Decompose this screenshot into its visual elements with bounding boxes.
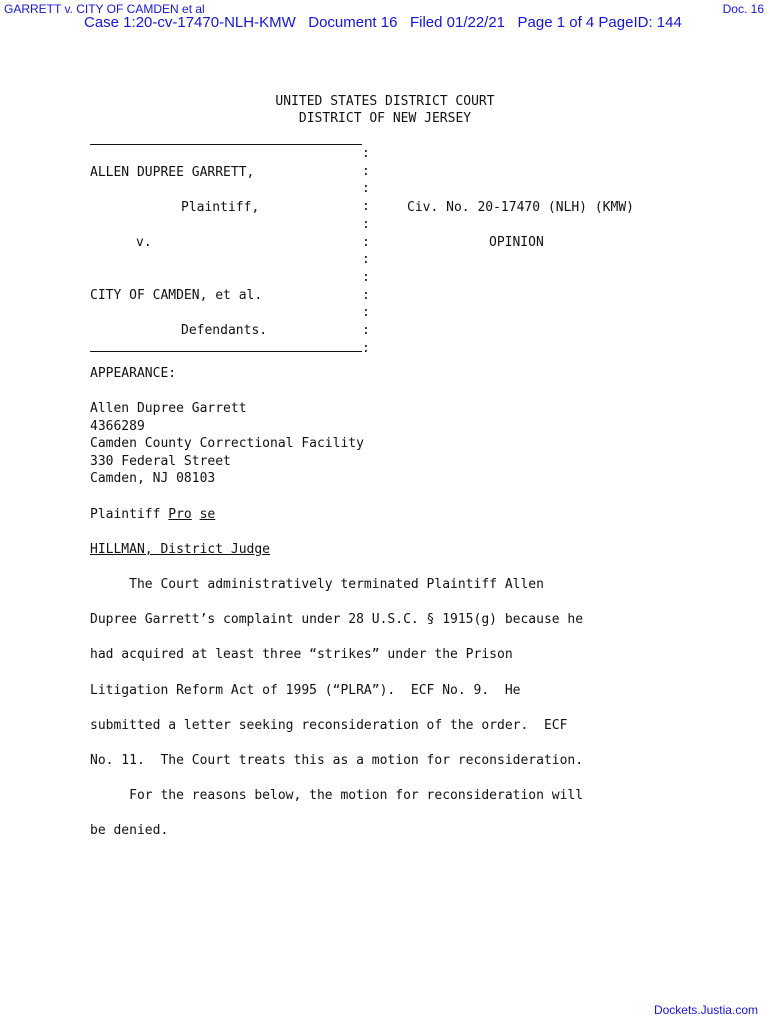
appearance-name: Allen Dupree Garrett — [90, 401, 247, 416]
appearance-street: 330 Federal Street — [90, 454, 231, 469]
role-se: se — [199, 507, 216, 522]
caption-colon-column: : : : : : : : : : : : : — [362, 146, 370, 356]
role-prefix: Plaintiff — [90, 507, 169, 522]
role-pro: Pro — [168, 507, 192, 522]
appearance-heading: APPEARANCE: — [90, 366, 177, 381]
appearance-id: 4366289 — [90, 419, 145, 434]
judge-name: HILLMAN, District Judge — [90, 542, 271, 557]
plaintiff-name: ALLEN DUPREE GARRETT, — [90, 165, 255, 180]
caption-bottom-rule — [90, 351, 362, 352]
body-line: Dupree Garrett’s complaint under 28 U.S.C. § 1915(g) because he — [90, 612, 584, 627]
appearance-city: Camden, NJ 08103 — [90, 471, 216, 486]
appearance-facility: Camden County Correctional Facility — [90, 436, 364, 451]
case-title-link[interactable]: GARRETT v. CITY OF CAMDEN et al — [4, 2, 205, 16]
appearance-role — [90, 507, 215, 522]
court-district: DISTRICT OF NEW JERSEY — [298, 111, 472, 126]
body-line: submitted a letter seeking reconsideration of the order. ECF — [90, 718, 568, 733]
defendant-name: CITY OF CAMDEN, et al. — [90, 288, 263, 303]
caption-top-rule — [90, 144, 362, 145]
versus-label: v. — [136, 235, 152, 250]
plaintiff-label: Plaintiff, — [181, 200, 260, 215]
document-type: OPINION — [489, 235, 544, 250]
body-line: Litigation Reform Act of 1995 (“PLRA”). ECF No. 9. He — [90, 683, 521, 698]
doc-number-link[interactable]: Doc. 16 — [722, 2, 764, 16]
body-line: be denied. — [90, 823, 169, 838]
court-name: UNITED STATES DISTRICT COURT — [275, 94, 495, 109]
defendant-label: Defendants. — [181, 323, 268, 338]
case-stamp: Case 1:20-cv-17470-NLH-KMW Document 16 Filed 01/22/21 Page 1 of 4 PageID: 144 — [84, 14, 682, 31]
body-line: For the reasons below, the motion for reconsideration will — [90, 788, 584, 803]
body-line: No. 11. The Court treats this as a motion for reconsideration. — [90, 753, 584, 768]
source-link[interactable]: Dockets.Justia.com — [653, 1003, 758, 1017]
body-line: had acquired at least three “strikes” under the Prison — [90, 647, 513, 662]
body-line: The Court administratively terminated Plaintiff Allen — [90, 577, 544, 592]
civil-number: Civ. No. 20-17470 (NLH) (KMW) — [407, 200, 634, 215]
